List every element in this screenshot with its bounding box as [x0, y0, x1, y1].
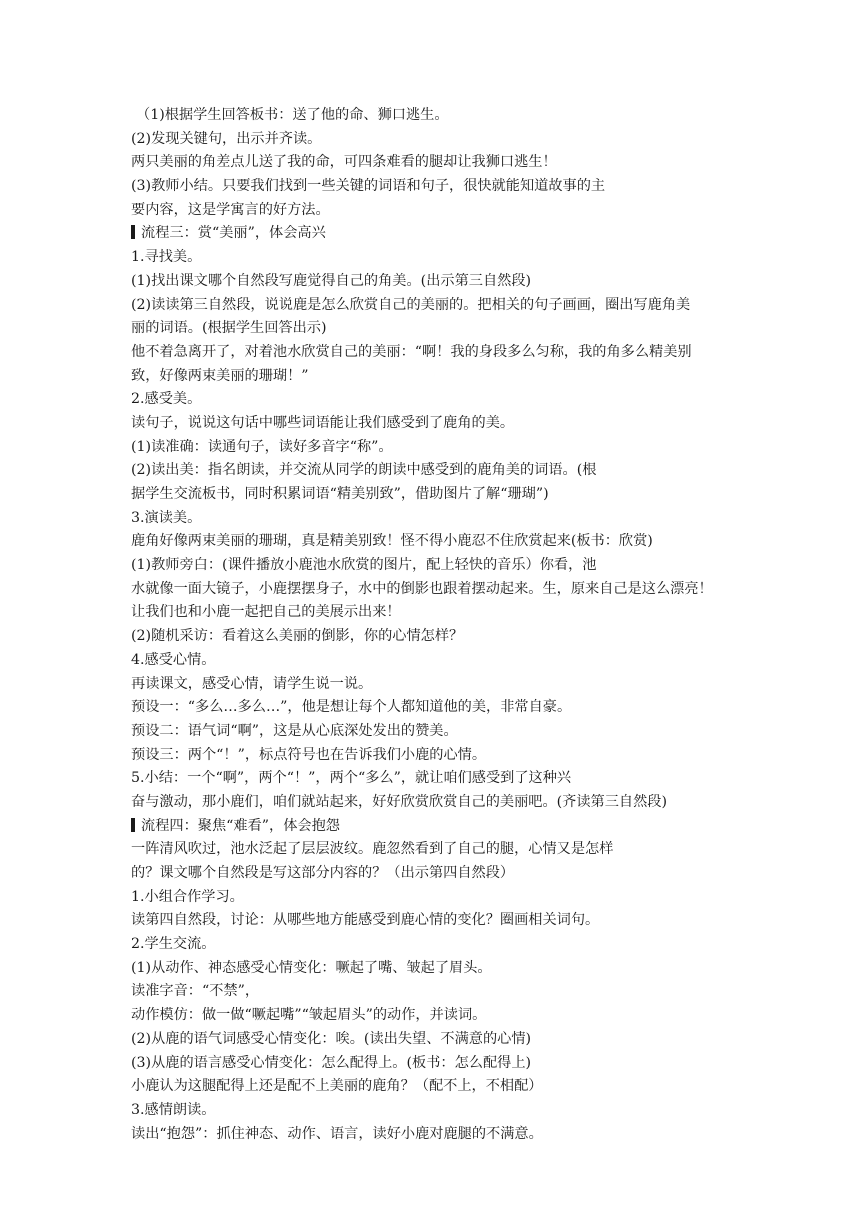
text-line: 预设三：两个“！”，标点符号也在告诉我们小鹿的心情。: [131, 746, 487, 763]
text-line: (2)从鹿的语气词感受心情变化：唉。(读出失望、不满意的心情): [131, 1030, 532, 1047]
text-line: 1.寻找美。: [131, 249, 202, 266]
text-line: 读句子，说说这句话中哪些词语能让我们感受到了鹿角的美。: [131, 414, 515, 431]
text-line: (3)教师小结。只要我们找到一些关键的词语和句子，很快就能知道故事的主: [131, 178, 606, 195]
text-line: (2)读读第三自然段，说说鹿是怎么欣赏自己的美丽的。把相关的句子画画，圈出写鹿角美: [131, 296, 691, 313]
text-line: (1)找出课文哪个自然段写鹿觉得自己的角美。(出示第三自然段): [131, 272, 532, 289]
text-line: 读第四自然段，讨论：从哪些地方能感受到鹿心情的变化？圈画相关词句。: [131, 912, 600, 929]
text-line: 让我们也和小鹿一起把自己的美展示出来！: [131, 604, 401, 621]
text-line: 奋与激动，那小鹿们，咱们就站起来，好好欣赏欣赏自己的美丽吧。(齐读第三自然段): [131, 793, 668, 810]
text-line: 他不着急离开了，对着池水欣赏自己的美丽：“啊！我的身段多么匀称，我的角多么精美别: [131, 343, 692, 360]
text-line: (2)发现关键句，出示并齐读。: [131, 130, 322, 147]
text-line: （1)根据学生回答板书：送了他的命、狮口逃生。: [136, 107, 449, 123]
text-line: 丽的词语。(根据学生回答出示): [131, 320, 327, 337]
text-line: 读出“抱怨”：抓住神态、动作、语言，读好小鹿对鹿腿的不满意。: [131, 1125, 543, 1142]
text-line: (3)从鹿的语言感受心情变化：怎么配得上。(板书：怎么配得上): [131, 1054, 532, 1071]
text-line: 预设一：“多么…多么…”，他是想让每个人都知道他的美，非常自豪。: [131, 699, 572, 716]
text-line: (2)随机采访：看着这么美丽的倒影，你的心情怎样？: [131, 628, 464, 645]
section-heading-4: [131, 815, 741, 839]
text-line: 小鹿认为这腿配得上还是配不上美丽的鹿角？（配不上，不相配）: [131, 1078, 543, 1095]
text-line: 再读课文，感受心情，请学生说一说。: [131, 675, 373, 692]
text-line: 据学生交流板书，同时积累词语“精美别致”，借助图片了解“珊瑚”): [131, 486, 549, 502]
text-line: (1)教师旁白：(课件播放小鹿池水欣赏的图片，配上轻快的音乐）你看，池: [131, 557, 597, 574]
section-heading-text: 流程三：赏“美丽”，体会高兴: [141, 225, 326, 242]
text-line: 水就像一面大镜子，小鹿摆摆身子，水中的倒影也跟着摆动起来。生，原来自己是这么漂亮！: [131, 580, 713, 597]
section-heading-text: 流程四：聚焦“难看”，体会抱怨: [141, 817, 340, 834]
text-line: 2.学生交流。: [131, 936, 216, 953]
heading-bar-icon: [131, 225, 135, 239]
text-line: 要内容，这是学寓言的好方法。: [131, 201, 330, 218]
text-line: 预设二：语气词“啊”，这是从心底深处发出的赞美。: [131, 722, 458, 739]
text-line: 2.感受美。: [131, 391, 202, 408]
text-line: 4.感受心情。: [131, 651, 216, 668]
lesson-plan-text: [131, 104, 741, 1146]
text-line: 3.感情朗读。: [131, 1101, 216, 1118]
text-line: 一阵清风吹过，池水泛起了层层波纹。鹿忽然看到了自己的腿，心情又是怎样: [131, 841, 614, 858]
section-heading-3: [131, 222, 741, 246]
text-line: (1)读准确：读通句子，读好多音字“称”。: [131, 438, 393, 455]
text-line: (1)从动作、神态感受心情变化：噘起了嘴、皱起了眉头。: [131, 959, 492, 976]
text-line: 3.演读美。: [131, 509, 202, 526]
text-line: 5.小结：一个“啊”，两个“！”，两个“多么”，就让咱们感受到了这种兴: [131, 770, 572, 787]
text-line: (2)读出美：指名朗读，并交流从同学的朗读中感受到的鹿角美的词语。(根: [131, 462, 597, 479]
text-line: 动作模仿：做一做“噘起嘴”“皱起眉头”的动作，并读词。: [131, 1007, 487, 1024]
text-line: 两只美丽的角差点儿送了我的命，可四条难看的腿却让我狮口逃生！: [131, 154, 557, 171]
text-line: 读准字音：“不禁”，: [131, 983, 260, 1000]
text-line: 致，好像两束美丽的珊瑚！”: [131, 367, 309, 384]
text-line: 的？课文哪个自然段是写这部分内容的？（出示第四自然段）: [131, 865, 515, 881]
heading-bar-icon: [131, 818, 135, 832]
text-line: 鹿角好像两束美丽的珊瑚，真是精美别致！怪不得小鹿忍不住欣赏起来(板书：欣赏): [131, 533, 653, 550]
text-line: 1.小组合作学习。: [131, 888, 244, 905]
